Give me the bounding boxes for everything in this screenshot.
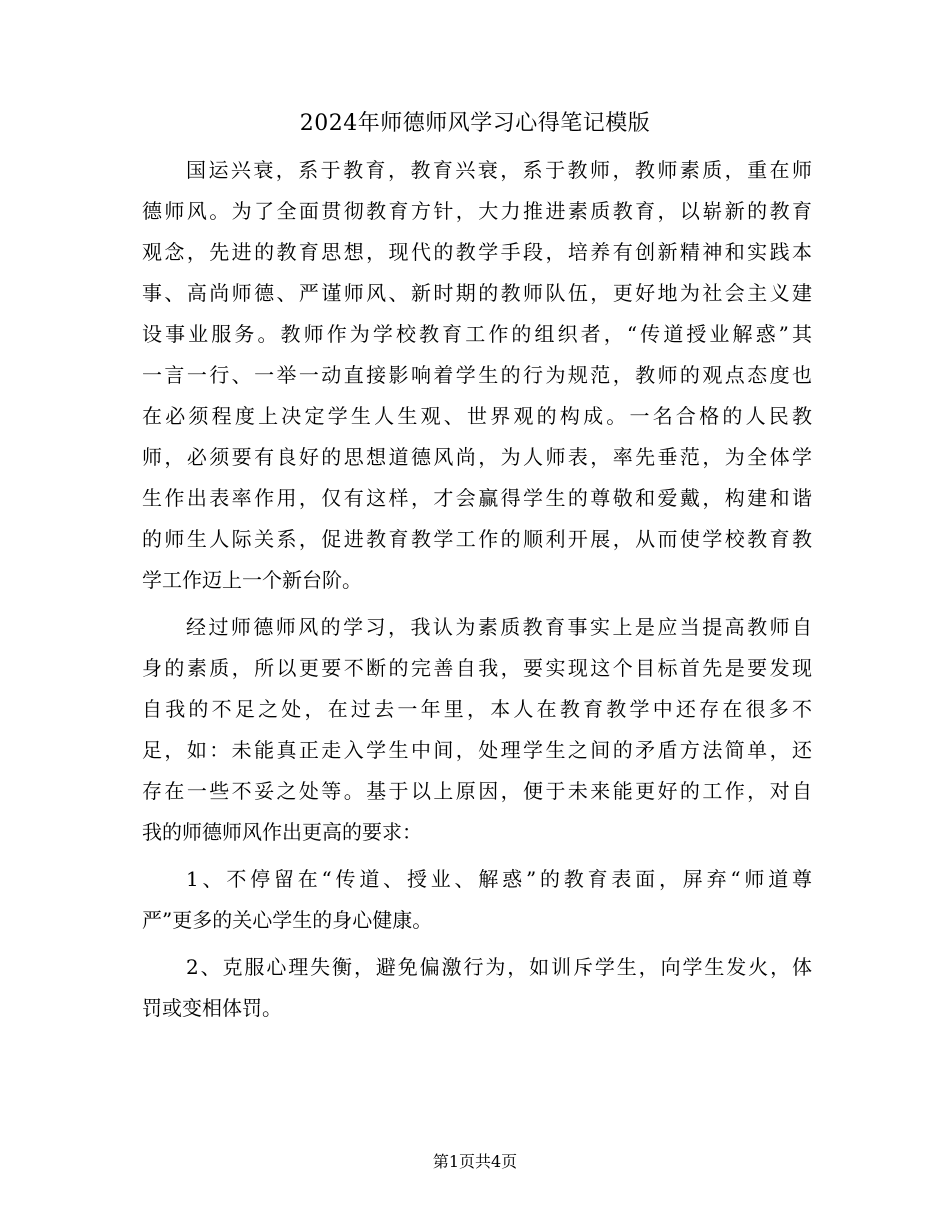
text-line: 在必须程度上决定学生人生观、世界观的构成。一名合格的人民教 — [142, 404, 812, 428]
text-line: 我的师德师风作出更高的要求： — [142, 820, 422, 844]
text-line: 罚或变相体罚。 — [142, 996, 282, 1020]
text-line: 师，必须要有良好的思想道德风尚，为人师表，率先垂范，为全体学 — [142, 445, 812, 469]
text-line: 的师生人际关系，促进教育教学工作的顺利开展，从而使学校教育教 — [142, 527, 812, 551]
text-line: 生作出表率作用，仅有这样，才会赢得学生的尊敬和爱戴，构建和谐 — [142, 486, 812, 510]
text-line: 设事业服务。教师作为学校教育工作的组织者，“传道授业解惑”其 — [142, 322, 812, 346]
paragraph-2 — [142, 607, 812, 853]
text-line: 2、克服心理失衡，避免偏激行为，如训斥学生，向学生发火，体 — [186, 955, 812, 979]
text-line: 存在一些不妥之处等。基于以上原因，便于未来能更好的工作，对自 — [142, 779, 812, 803]
text-line: 观念，先进的教育思想，现代的教学手段，培养有创新精神和实践本 — [142, 240, 812, 264]
paragraph-1 — [142, 150, 812, 601]
text-line: 自我的不足之处，在过去一年里，本人在教育教学中还存在很多不 — [142, 697, 812, 721]
paragraph-4 — [142, 947, 812, 1029]
text-line: 身的素质，所以更要不断的完善自我，要实现这个目标首先是要发现 — [142, 656, 812, 680]
text-line: 德师风。为了全面贯彻教育方针，大力推进素质教育，以崭新的教育 — [142, 199, 812, 223]
text-line: 国运兴衰，系于教育，教育兴衰，系于教师，教师素质，重在师 — [186, 158, 812, 182]
text-line: 足，如：未能真正走入学生中间，处理学生之间的矛盾方法简单，还 — [142, 738, 812, 762]
text-line: 一言一行、一举一动直接影响着学生的行为规范，教师的观点态度也 — [142, 363, 812, 387]
text-line: 1、不停留在“传道、授业、解惑”的教育表面，屏弃“师道尊 — [186, 867, 812, 891]
page-footer: 第1页共4页 — [432, 1152, 518, 1171]
text-line: 经过师德师风的学习，我认为素质教育事实上是应当提高教师自 — [186, 615, 812, 639]
text-line: 学工作迈上一个新台阶。 — [142, 568, 362, 592]
text-line: 严”更多的关心学生的身心健康。 — [142, 908, 433, 932]
text-line: 事、高尚师德、严谨师风、新时期的教师队伍，更好地为社会主义建 — [142, 281, 812, 305]
document-body — [142, 150, 812, 1029]
paragraph-3 — [142, 859, 812, 941]
document-title: 2024年师德师风学习心得笔记模版 — [299, 111, 651, 136]
